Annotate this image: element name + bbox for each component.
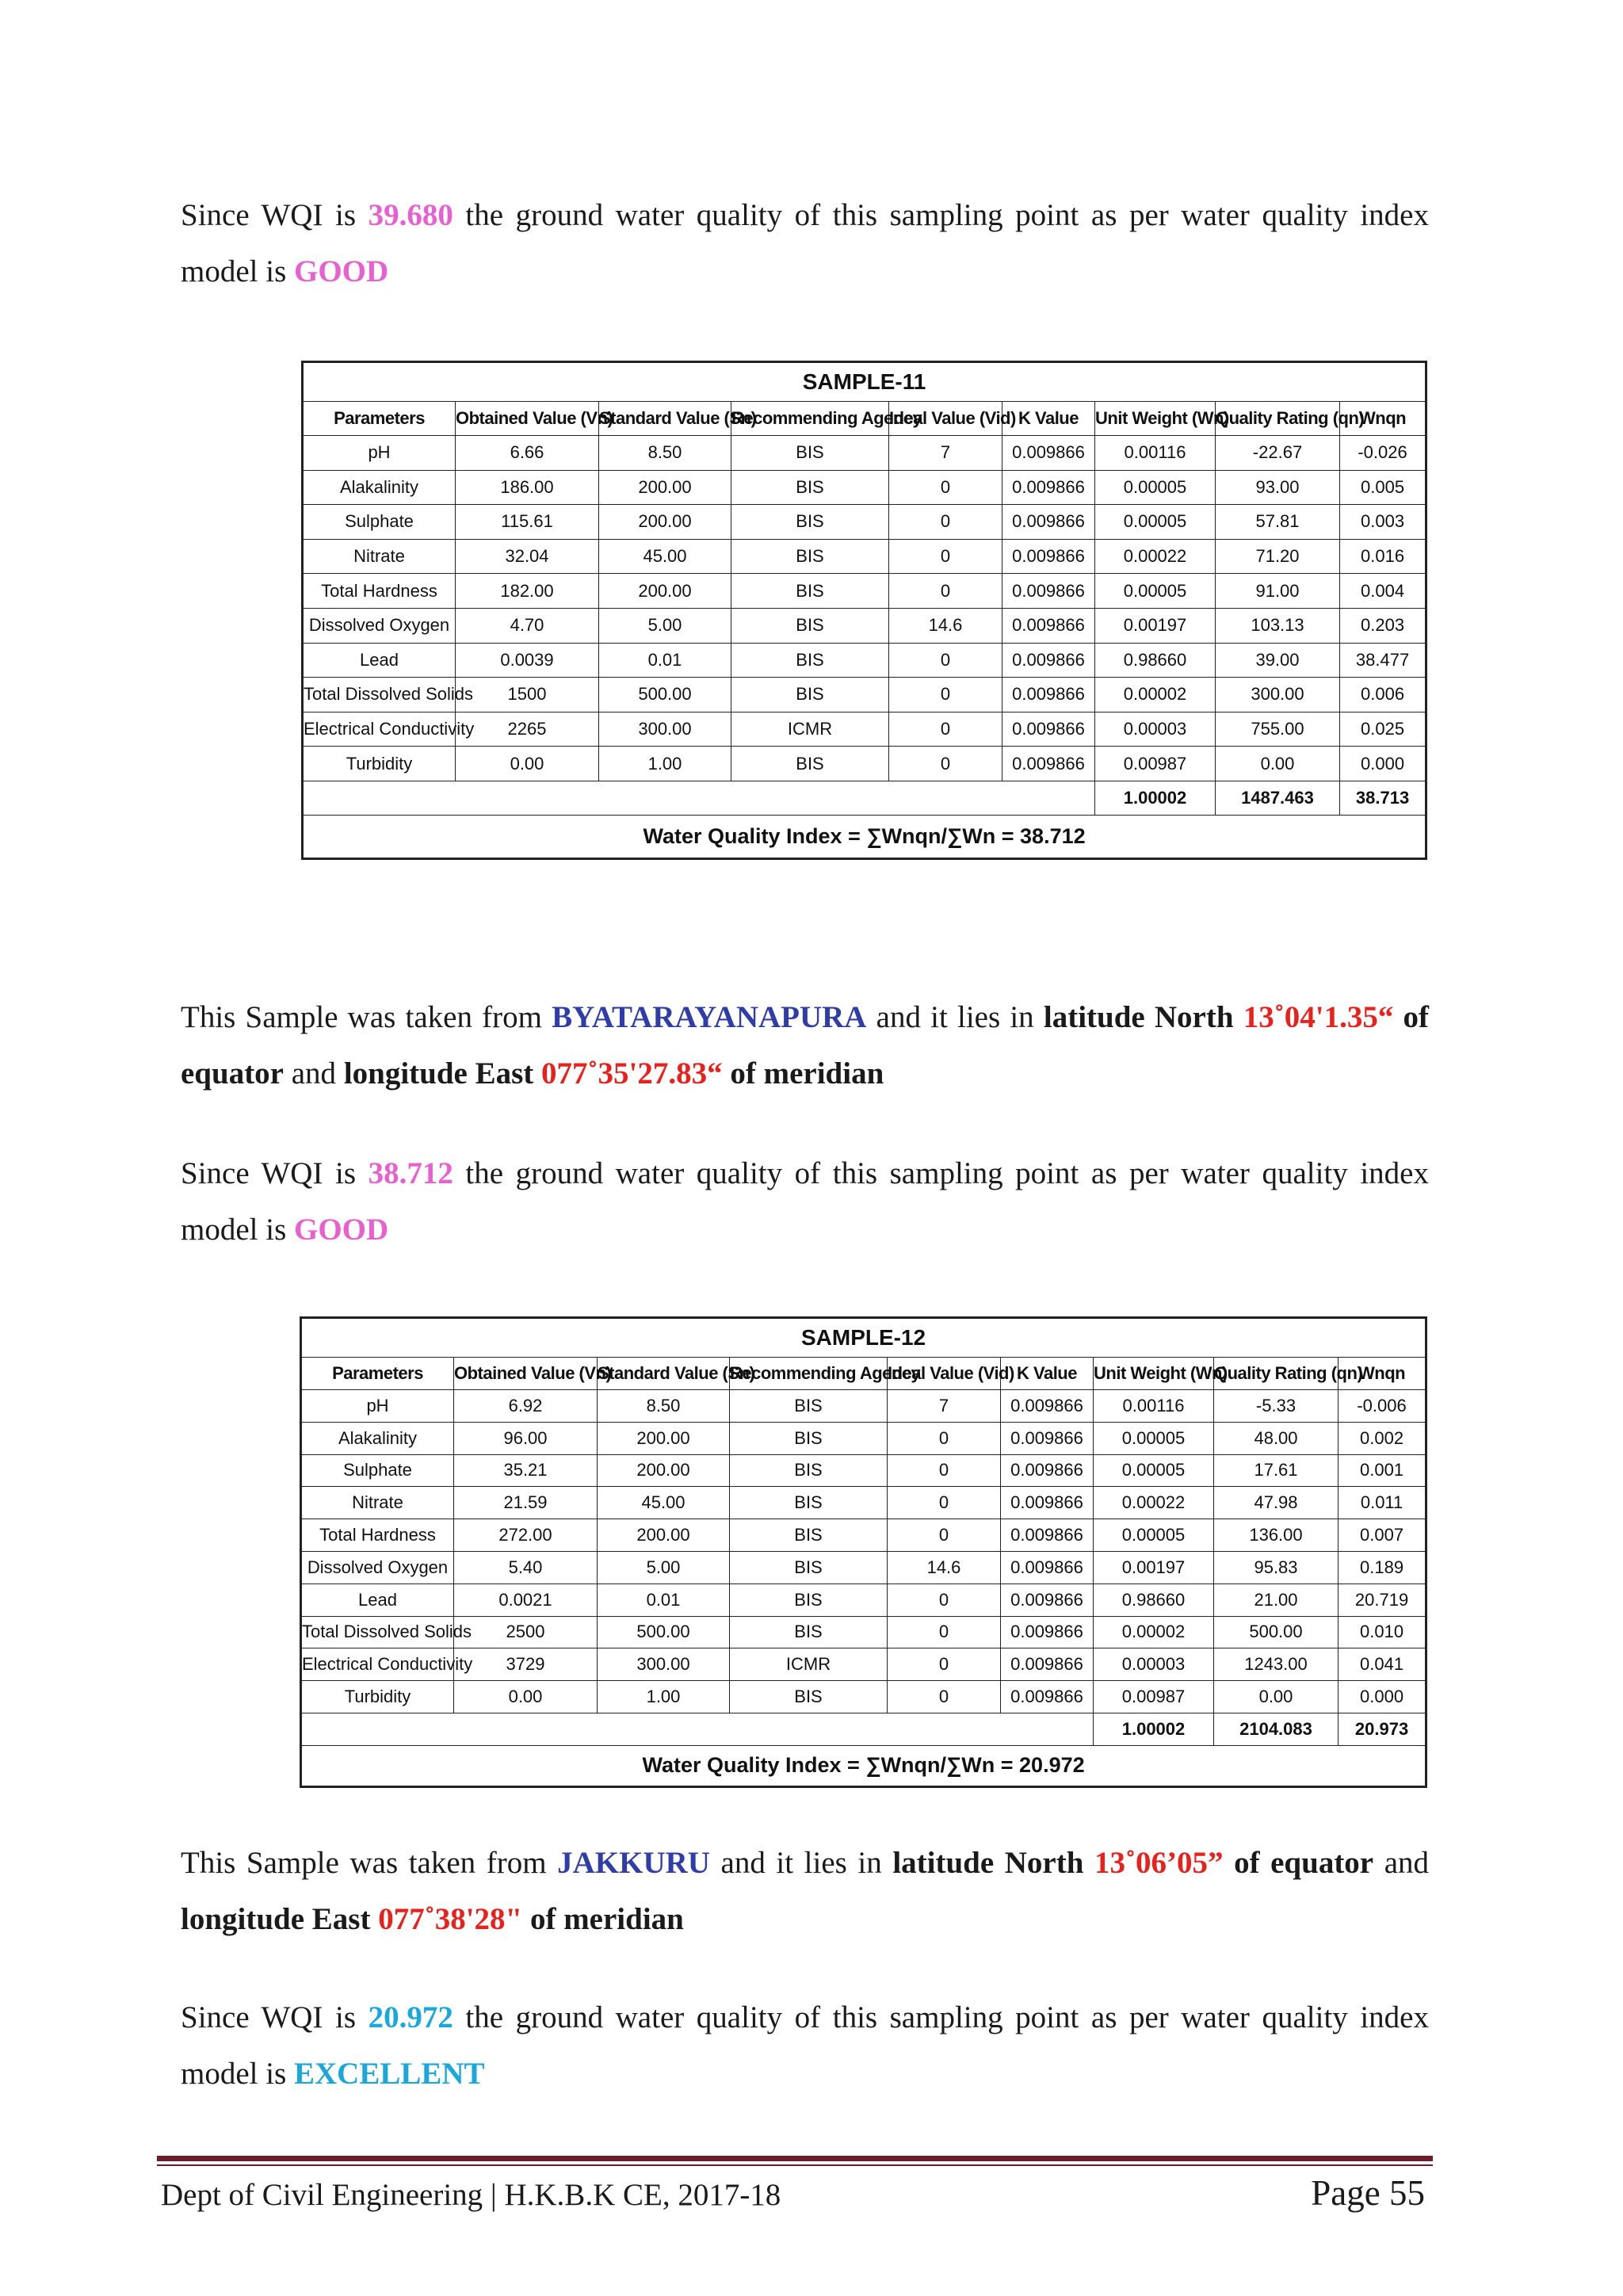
- column-header: Ideal Value (Vid): [889, 402, 1002, 436]
- table-cell: 21.59: [454, 1487, 598, 1519]
- table-cell: 200.00: [599, 505, 731, 540]
- parameter-name: Dissolved Oxygen: [303, 608, 456, 643]
- paragraph-text: the ground water quality of this sampling point as per water quality index model is: [181, 1156, 1429, 1247]
- table-cell: 1.00: [598, 1681, 730, 1713]
- table-cell: 200.00: [598, 1454, 730, 1487]
- table-cell: 39.00: [1216, 643, 1340, 678]
- total-value: 2104.083: [1214, 1713, 1338, 1745]
- table-cell: 5.00: [598, 1551, 730, 1584]
- table-cell: 0: [889, 470, 1002, 505]
- table-row: [301, 1390, 1426, 1423]
- table-cell: 0.00: [1216, 747, 1340, 781]
- table-cell: 0: [888, 1422, 1001, 1454]
- table-cell: 0.0021: [454, 1584, 598, 1616]
- table-cell: 96.00: [454, 1422, 598, 1454]
- column-header: Parameters: [301, 1358, 454, 1390]
- parameter-name: Lead: [303, 643, 456, 678]
- parameter-name: Total Hardness: [301, 1519, 454, 1552]
- latitude-value: 13˚04'1.35“: [1243, 1000, 1394, 1034]
- table-cell: 0.00: [454, 1681, 598, 1713]
- table-cell: 0.01: [599, 643, 731, 678]
- table-cell: 0.00002: [1095, 678, 1216, 712]
- table-cell: 0: [888, 1454, 1001, 1487]
- table-cell: 0.009866: [1001, 1681, 1094, 1713]
- table-cell: BIS: [730, 1390, 888, 1423]
- longitude-value: 077˚35'27.83“: [541, 1056, 723, 1091]
- table-cell: -22.67: [1216, 436, 1340, 471]
- table-cell: 0.009866: [1002, 539, 1095, 574]
- table-cell: 20.719: [1338, 1584, 1426, 1616]
- parameter-name: pH: [301, 1390, 454, 1423]
- table-cell: 182.00: [456, 574, 599, 609]
- totals-row: [301, 1713, 1426, 1745]
- table-cell: 0.016: [1340, 539, 1426, 574]
- table-cell: 35.21: [454, 1454, 598, 1487]
- table-cell: 500.00: [598, 1616, 730, 1648]
- latitude-label: latitude North: [892, 1846, 1084, 1880]
- table-cell: 38.477: [1340, 643, 1426, 678]
- column-header: Standard Value (Sn): [598, 1358, 730, 1390]
- parameter-name: Electrical Conductivity: [301, 1648, 454, 1681]
- table-cell: 0.00005: [1094, 1454, 1214, 1487]
- table-cell: BIS: [731, 747, 889, 781]
- meridian-label: of meridian: [529, 1902, 684, 1936]
- table-cell: 0: [889, 539, 1002, 574]
- parameter-name: Alakalinity: [303, 470, 456, 505]
- latitude-value: 13˚06’05”: [1094, 1846, 1224, 1880]
- table-cell: 0.009866: [1002, 470, 1095, 505]
- table-cell: 6.92: [454, 1390, 598, 1423]
- table-row: [301, 1584, 1426, 1616]
- paragraph-text: and it lies in: [709, 1846, 893, 1880]
- table-cell: BIS: [731, 470, 889, 505]
- table-cell: BIS: [730, 1616, 888, 1648]
- table-cell: 0.00197: [1094, 1551, 1214, 1584]
- column-header: Obtained Value (Vn): [456, 402, 599, 436]
- wqi-conclusion-paragraph-1: [181, 187, 1429, 300]
- table-cell: 0.189: [1338, 1551, 1426, 1584]
- total-value: 1.00002: [1094, 1713, 1214, 1745]
- table-cell: 3729: [454, 1648, 598, 1681]
- table-cell: 300.00: [599, 712, 731, 747]
- table-cell: 0.01: [598, 1584, 730, 1616]
- parameter-name: Total Dissolved Solids: [301, 1616, 454, 1648]
- table-cell: 0.004: [1340, 574, 1426, 609]
- table-cell: 0.98660: [1095, 643, 1216, 678]
- table-cell: BIS: [730, 1681, 888, 1713]
- sample-11-table: [301, 361, 1427, 860]
- table-cell: 755.00: [1216, 712, 1340, 747]
- quality-rating: GOOD: [294, 1213, 389, 1247]
- table-title-row: [303, 362, 1426, 402]
- table-cell: 103.13: [1216, 608, 1340, 643]
- table-cell: 500.00: [1214, 1616, 1338, 1648]
- table-cell: 0: [888, 1681, 1001, 1713]
- table-cell: 45.00: [599, 539, 731, 574]
- table-cell: 32.04: [456, 539, 599, 574]
- table-cell: 2500: [454, 1616, 598, 1648]
- table-cell: 0.009866: [1001, 1454, 1094, 1487]
- table-cell: 0: [889, 505, 1002, 540]
- table-cell: 200.00: [598, 1422, 730, 1454]
- table-cell: 136.00: [1214, 1519, 1338, 1552]
- table-title-row: [301, 1318, 1426, 1358]
- table-cell: 0: [889, 712, 1002, 747]
- wqi-formula-row: [303, 815, 1426, 858]
- table-header-row: [303, 402, 1426, 436]
- parameter-name: Turbidity: [303, 747, 456, 781]
- table-cell: -0.006: [1338, 1390, 1426, 1423]
- table-cell: 7: [888, 1390, 1001, 1423]
- table-cell: 0.00003: [1094, 1648, 1214, 1681]
- total-value: 20.973: [1338, 1713, 1426, 1745]
- table-cell: 0.009866: [1002, 712, 1095, 747]
- table-cell: 0.009866: [1001, 1616, 1094, 1648]
- table-cell: 0.009866: [1001, 1648, 1094, 1681]
- paragraph-text: and: [1373, 1846, 1430, 1880]
- footer-divider-thin: [157, 2164, 1433, 2166]
- column-header: K Value: [1002, 402, 1095, 436]
- table-cell: 14.6: [888, 1551, 1001, 1584]
- table-cell: BIS: [730, 1422, 888, 1454]
- table-cell: 8.50: [598, 1390, 730, 1423]
- table-cell: 0.009866: [1001, 1584, 1094, 1616]
- paragraph-text: the ground water quality of this sampling point as per water quality index model is: [181, 2000, 1429, 2091]
- table-cell: ICMR: [730, 1648, 888, 1681]
- paragraph-text: and: [284, 1056, 344, 1091]
- table-cell: 0.00022: [1095, 539, 1216, 574]
- table-cell: BIS: [731, 574, 889, 609]
- table-cell: 200.00: [598, 1519, 730, 1552]
- table-cell: 0.005: [1340, 470, 1426, 505]
- table-cell: 0.00: [1214, 1681, 1338, 1713]
- table-cell: 0: [888, 1487, 1001, 1519]
- table-cell: BIS: [731, 436, 889, 471]
- column-header: Wnqn: [1338, 1358, 1426, 1390]
- table-row: [301, 1487, 1426, 1519]
- parameter-name: Dissolved Oxygen: [301, 1551, 454, 1584]
- table-cell: 0: [888, 1648, 1001, 1681]
- table-cell: BIS: [731, 539, 889, 574]
- table-cell: 6.66: [456, 436, 599, 471]
- column-header: Standard Value (Sn): [599, 402, 731, 436]
- table-cell: 300.00: [1216, 678, 1340, 712]
- table-cell: 0: [889, 747, 1002, 781]
- wqi-conclusion-paragraph-3: [181, 1989, 1429, 2102]
- table-cell: 0.009866: [1001, 1390, 1094, 1423]
- footer-page-number: Page 55: [1311, 2173, 1425, 2213]
- table-cell: 272.00: [454, 1519, 598, 1552]
- table-cell: BIS: [731, 505, 889, 540]
- table-cell: 186.00: [456, 470, 599, 505]
- footer-divider: [157, 2156, 1433, 2161]
- table-cell: 0.000: [1340, 747, 1426, 781]
- table-cell: 0.009866: [1002, 505, 1095, 540]
- table-cell: 4.70: [456, 608, 599, 643]
- totals-row: [303, 781, 1426, 815]
- table-cell: 17.61: [1214, 1454, 1338, 1487]
- column-header: Unit Weight (Wn): [1094, 1358, 1214, 1390]
- table-header-row: [301, 1358, 1426, 1390]
- table-cell: 0.98660: [1094, 1584, 1214, 1616]
- table-cell: 0.00116: [1094, 1390, 1214, 1423]
- table-cell: 5.00: [599, 608, 731, 643]
- table-cell: 0: [889, 574, 1002, 609]
- table-cell: 0.041: [1338, 1648, 1426, 1681]
- table-cell: 0.009866: [1002, 747, 1095, 781]
- table-cell: BIS: [730, 1519, 888, 1552]
- table-cell: 115.61: [456, 505, 599, 540]
- table-cell: 0.00116: [1095, 436, 1216, 471]
- column-header: Recommending Agency: [730, 1358, 888, 1390]
- table-cell: 5.40: [454, 1551, 598, 1584]
- table-cell: 0.011: [1338, 1487, 1426, 1519]
- table-cell: 47.98: [1214, 1487, 1338, 1519]
- totals-spacer: [301, 1713, 1094, 1745]
- total-value: 1.00002: [1095, 781, 1216, 815]
- table-row: [301, 1519, 1426, 1552]
- column-header: Recommending Agency: [731, 402, 889, 436]
- table-row: [303, 712, 1426, 747]
- table-cell: 0.003: [1340, 505, 1426, 540]
- table-cell: 0: [889, 643, 1002, 678]
- table-cell: 0.001: [1338, 1454, 1426, 1487]
- column-header: Quality Rating (qn): [1216, 402, 1340, 436]
- table-cell: 0: [889, 678, 1002, 712]
- table-cell: 91.00: [1216, 574, 1340, 609]
- table-cell: 0.00003: [1095, 712, 1216, 747]
- paragraph-text: Since WQI is: [181, 1156, 369, 1190]
- parameter-name: Lead: [301, 1584, 454, 1616]
- table-cell: BIS: [731, 678, 889, 712]
- table-row: [301, 1422, 1426, 1454]
- table-cell: -5.33: [1214, 1390, 1338, 1423]
- table-cell: 300.00: [598, 1648, 730, 1681]
- quality-rating: GOOD: [294, 254, 389, 288]
- quality-rating: EXCELLENT: [294, 2057, 485, 2091]
- table-cell: 0.009866: [1002, 678, 1095, 712]
- table-row: [301, 1681, 1426, 1713]
- total-value: 1487.463: [1216, 781, 1340, 815]
- parameter-name: Turbidity: [301, 1681, 454, 1713]
- table-cell: 0.009866: [1001, 1487, 1094, 1519]
- table-row: [301, 1551, 1426, 1584]
- table-cell: 0: [888, 1616, 1001, 1648]
- table-row: [303, 574, 1426, 609]
- parameter-name: Nitrate: [303, 539, 456, 574]
- table-row: [303, 747, 1426, 781]
- parameter-name: pH: [303, 436, 456, 471]
- table-row: [303, 505, 1426, 540]
- table-cell: 500.00: [599, 678, 731, 712]
- paragraph-text: This Sample was taken from: [181, 1000, 552, 1034]
- table-title: SAMPLE-11: [303, 362, 1426, 402]
- table-row: [303, 470, 1426, 505]
- column-header: Unit Weight (Wn): [1095, 402, 1216, 436]
- table-cell: 93.00: [1216, 470, 1340, 505]
- meridian-label: of meridian: [730, 1056, 884, 1091]
- table-row: [303, 436, 1426, 471]
- table-cell: 0.009866: [1002, 608, 1095, 643]
- table-cell: 0.009866: [1002, 643, 1095, 678]
- table-row: [301, 1648, 1426, 1681]
- sample-12-table: [300, 1316, 1427, 1788]
- table-cell: 0.00005: [1094, 1519, 1214, 1552]
- table-cell: 0.00197: [1095, 608, 1216, 643]
- table-cell: 200.00: [599, 574, 731, 609]
- wqi-formula-row: [301, 1745, 1426, 1786]
- parameter-name: Total Dissolved Solids: [303, 678, 456, 712]
- table-cell: 0.010: [1338, 1616, 1426, 1648]
- table-cell: BIS: [730, 1487, 888, 1519]
- table-cell: 0.00005: [1094, 1422, 1214, 1454]
- column-header: Parameters: [303, 402, 456, 436]
- table-cell: -0.026: [1340, 436, 1426, 471]
- paragraph-text: Since WQI is: [181, 2000, 369, 2034]
- table-cell: 0.00987: [1095, 747, 1216, 781]
- table-cell: 8.50: [599, 436, 731, 471]
- table-cell: 0.025: [1340, 712, 1426, 747]
- table-cell: 0.00005: [1095, 505, 1216, 540]
- parameter-name: Sulphate: [301, 1454, 454, 1487]
- table-cell: 0.007: [1338, 1519, 1426, 1552]
- table-cell: BIS: [730, 1584, 888, 1616]
- table-cell: 0.009866: [1002, 574, 1095, 609]
- table-cell: 1500: [456, 678, 599, 712]
- table-cell: 0.009866: [1001, 1519, 1094, 1552]
- table-cell: 2265: [456, 712, 599, 747]
- wqi-formula: Water Quality Index = ∑Wnqn/∑Wn = 20.972: [301, 1745, 1426, 1786]
- table-row: [303, 608, 1426, 643]
- sample-location-paragraph-2: [181, 1835, 1429, 1947]
- table-cell: 95.83: [1214, 1551, 1338, 1584]
- table-cell: 0.203: [1340, 608, 1426, 643]
- table-cell: 0.006: [1340, 678, 1426, 712]
- table-title: SAMPLE-12: [301, 1318, 1426, 1358]
- parameter-name: Alakalinity: [301, 1422, 454, 1454]
- table-cell: 48.00: [1214, 1422, 1338, 1454]
- table-cell: 0.0039: [456, 643, 599, 678]
- parameter-name: Nitrate: [301, 1487, 454, 1519]
- table-cell: 0.009866: [1001, 1551, 1094, 1584]
- table-cell: BIS: [730, 1454, 888, 1487]
- table-cell: 0.00: [456, 747, 599, 781]
- wqi-formula: Water Quality Index = ∑Wnqn/∑Wn = 38.712: [303, 815, 1426, 858]
- table-cell: 0.00005: [1095, 470, 1216, 505]
- table-cell: 0.00022: [1094, 1487, 1214, 1519]
- wqi-value: 20.972: [368, 2000, 453, 2034]
- column-header: Wnqn: [1340, 402, 1426, 436]
- table-cell: 0.009866: [1001, 1422, 1094, 1454]
- location-name: BYATARAYANAPURA: [552, 1000, 867, 1034]
- longitude-label: longitude East: [181, 1902, 371, 1936]
- table-cell: 1243.00: [1214, 1648, 1338, 1681]
- table-cell: 0.00002: [1094, 1616, 1214, 1648]
- table-cell: 0.000: [1338, 1681, 1426, 1713]
- parameter-name: Sulphate: [303, 505, 456, 540]
- sample-location-paragraph-1: [181, 989, 1429, 1102]
- table-cell: BIS: [730, 1551, 888, 1584]
- table-cell: 0.00005: [1095, 574, 1216, 609]
- total-value: 38.713: [1340, 781, 1426, 815]
- table-cell: 0.009866: [1002, 436, 1095, 471]
- wqi-value: 38.712: [368, 1156, 453, 1190]
- table-cell: 21.00: [1214, 1584, 1338, 1616]
- paragraph-text: the ground water quality of this sampling point as per water quality index model is: [181, 198, 1429, 288]
- table-cell: 0.002: [1338, 1422, 1426, 1454]
- column-header: K Value: [1001, 1358, 1094, 1390]
- table-cell: BIS: [731, 608, 889, 643]
- table-cell: 200.00: [599, 470, 731, 505]
- table-cell: 7: [889, 436, 1002, 471]
- table-row: [303, 643, 1426, 678]
- column-header: Ideal Value (Vid): [888, 1358, 1001, 1390]
- column-header: Obtained Value (Vn): [454, 1358, 598, 1390]
- table-cell: 45.00: [598, 1487, 730, 1519]
- location-name: JAKKURU: [557, 1846, 710, 1880]
- latitude-label: latitude North: [1043, 1000, 1234, 1034]
- footer-department: Dept of Civil Engineering | H.K.B.K CE, 2017-18: [161, 2178, 781, 2212]
- wqi-conclusion-paragraph-2: [181, 1145, 1429, 1258]
- table-row: [303, 678, 1426, 712]
- column-header: Quality Rating (qn): [1214, 1358, 1338, 1390]
- table-cell: 1.00: [599, 747, 731, 781]
- parameter-name: Total Hardness: [303, 574, 456, 609]
- table-cell: 0: [888, 1519, 1001, 1552]
- paragraph-text: and it lies in: [866, 1000, 1044, 1034]
- table-cell: 0: [888, 1584, 1001, 1616]
- table-cell: 71.20: [1216, 539, 1340, 574]
- longitude-value: 077˚38'28": [378, 1902, 523, 1936]
- table-cell: 14.6: [889, 608, 1002, 643]
- paragraph-text: Since WQI is: [181, 198, 369, 232]
- table-cell: BIS: [731, 643, 889, 678]
- table-cell: ICMR: [731, 712, 889, 747]
- table-row: [301, 1616, 1426, 1648]
- equator-label: of equator: [1234, 1846, 1374, 1880]
- wqi-value: 39.680: [368, 198, 453, 232]
- table-row: [303, 539, 1426, 574]
- totals-spacer: [303, 781, 1095, 815]
- table-row: [301, 1454, 1426, 1487]
- table-cell: 57.81: [1216, 505, 1340, 540]
- parameter-name: Electrical Conductivity: [303, 712, 456, 747]
- longitude-label: longitude East: [343, 1056, 534, 1091]
- equator-label: of equator: [181, 1000, 1430, 1091]
- paragraph-text: This Sample was taken from: [181, 1846, 558, 1880]
- table-cell: 0.00987: [1094, 1681, 1214, 1713]
